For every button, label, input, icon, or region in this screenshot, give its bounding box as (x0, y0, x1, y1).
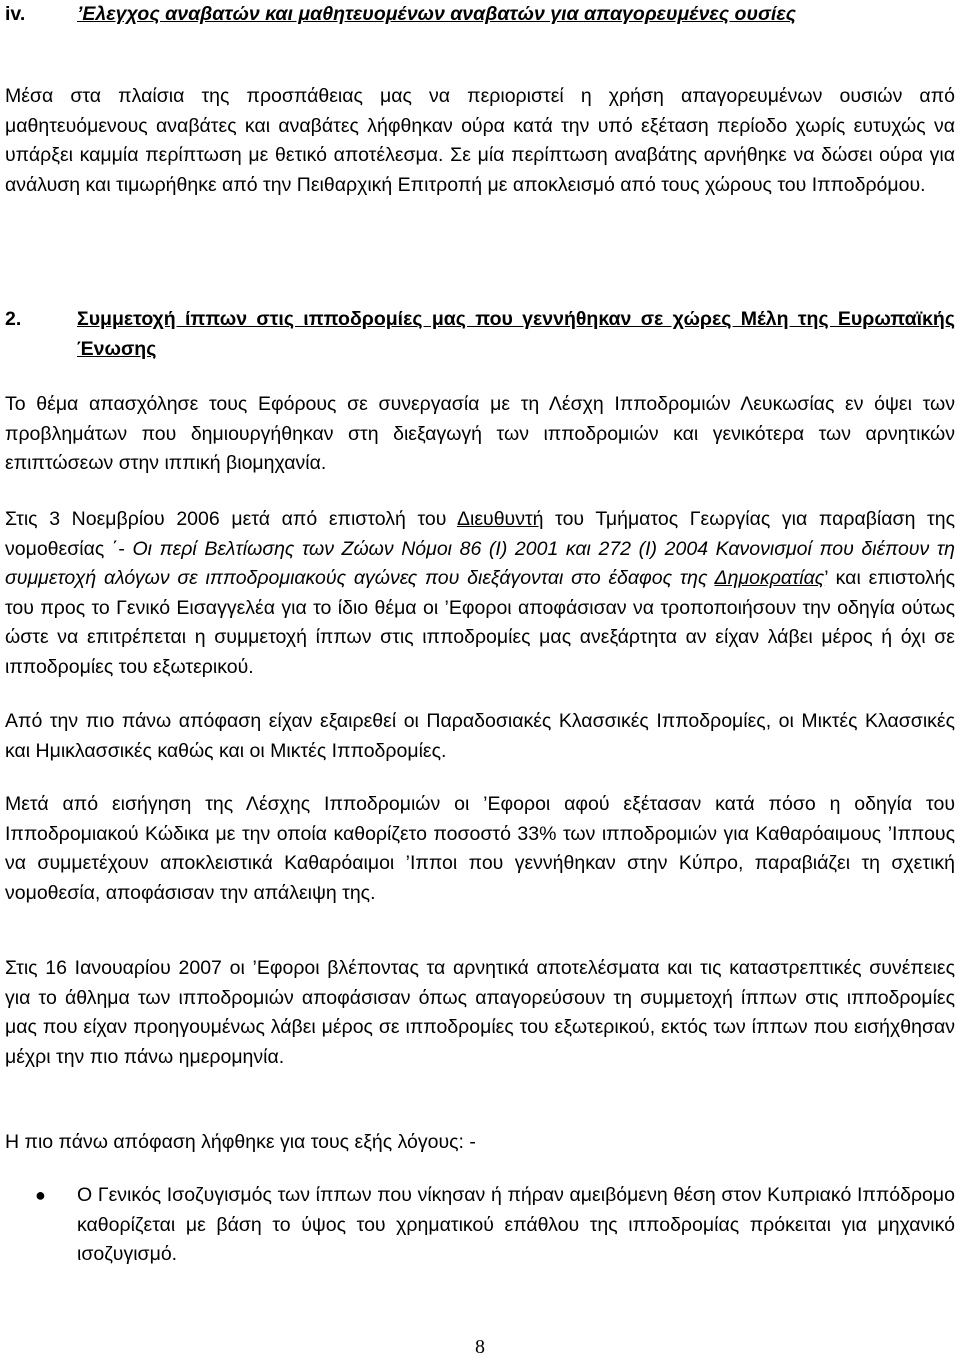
section-iv-title: ’Ελεγχος αναβατών και μαθητευομένων αναβατών για απαγορευμένες ουσίες (77, 3, 797, 25)
section-iv-paragraph: Μέσα στα πλαίσια της προσπάθειας μας να περιοριστεί η χρήση απαγορευμένων ουσιών από μαθητευόμενους αναβάτες και αναβάτες λήφθηκαν ούρα κατά την υπό εξέταση περίοδο χωρίς ευτυχώς να υπάρξει καμμία περίπτωση με θετικό αποτέλεσμα. Σε μία περίπτωση αναβάτης αρνήθηκε να δώσει ούρα για ανάλυση και τιμωρήθηκε από την Πειθαρχική Επιτροπή με αποκλεισμό από τους χώρους του Ιπποδρόμου. (5, 85, 955, 196)
section-2-paragraph-5: Στις 16 Ιανουαρίου 2007 οι ’Εφοροι βλέποντας τα αρνητικά αποτελέσματα και τις καταστρεπτικές συνέπειες για το άθλημα των ιπποδρομιών αποφάσισαν όπως απαγορεύσουν τη συμμετοχή ίππων στις ιπποδρομίες μας που είχαν προηγουμένως λάβει μέρος σε ιπποδρομίες του εξωτερικού, εκτός των ίππων που εισήχθησαν μέχρι την πιο πάνω ημερομηνία. (5, 957, 955, 1068)
page-number: 8 (475, 1336, 485, 1358)
section-2-title: Συμμετοχή ίππων στις ιπποδρομίες μας που γεννήθηκαν σε χώρες Μέλη της Ευρωπαϊκής Ένωσης (77, 308, 955, 360)
section-iv-heading (5, 0, 955, 30)
p2-end: ’ και επιστολής του προς το Γενικό Εισαγγελέα για το ίδιο θέμα οι ’Εφοροι αποφάσισαν να τροποποιήσουν την οδηγία ούτως ώστε να επιτρέπεται η συμμετοχή ίππων στις ιπποδρομίες μας ανεξάρτητα αν είχαν λάβει μέρος ή όχι σε ιπποδρομίες του εξωτερικού. (5, 567, 955, 678)
bullet-text: Ο Γενικός Ισοζυγισμός των ίππων που νίκησαν ή πήραν αμειβόμενη θέση στον Κυπριακό Ιππόδρομο καθορίζεται με βάση το ύψος του χρηματικού επάθλου της ιπποδρομίας πρόκειται για μηχανικό ισοζυγισμό. (77, 1184, 955, 1265)
section-2-paragraph-2 (5, 505, 955, 682)
p2-start: Στις 3 Νοεμβρίου 2006 μετά από επιστολή του (5, 508, 457, 530)
section-2-paragraph-1: Το θέμα απασχόλησε τους Εφόρους σε συνεργασία με τη Λέσχη Ιπποδρομιών Λευκωσίας εν όψει των προβλημάτων που δημιουργήθηκαν στη διεξαγωγή των ιπποδρομιών και γενικότερα των αρνητικών επιπτώσεων στην ιππική βιομηχανία. (5, 393, 955, 474)
p2-director: Διευθυντή (456, 508, 544, 530)
p2-mid: του Τμήματος Γεωργίας για παραβίαση της νομοθεσίας ΄- (5, 508, 956, 560)
p2-law-republic: Δημοκρατίας (714, 567, 825, 589)
section-2-heading (5, 305, 955, 364)
bullet-list-item (5, 1181, 955, 1270)
p2-law-title: Οι περί Βελτίωσης των Ζώων Νόμοι 86 (Ι) 2001 και 272 (Ι) 2004 Κανονισμοί που διέπουν τη συμμετοχή αλόγων σε ιπποδρομιακούς αγώνες που διεξάγονται στο έδαφος της (5, 537, 955, 589)
section-2-paragraph-3: Από την πιο πάνω απόφαση είχαν εξαιρεθεί οι Παραδοσιακές Κλασσικές Ιπποδρομίες, οι Μικτές Κλασσικές και Ημικλασσικές καθώς και οι Μικτές Ιπποδρομίες. (5, 710, 955, 762)
bullet-icon: ● (35, 1185, 46, 1205)
section-2-paragraph-6: Η πιο πάνω απόφαση λήφθηκε για τους εξής λόγους: - (5, 1131, 476, 1153)
section-2-paragraph-4: Μετά από εισήγηση της Λέσχης Ιπποδρομιών οι ’Εφοροι αφού εξέτασαν κατά πόσο η οδηγία του Ιπποδρομιακού Κώδικα με την οποία καθορίζετο ποσοστό 33% των ιπποδρομιών για Καθαρόαιμους ’Ιππους να συμμετέχουν αποκλειστικά Καθαρόαιμοι ’Ιπποι που γεννήθηκαν στην Κύπρο, παραβιάζει τη σχετική νομοθεσία, αποφάσισαν την απάλειψη της. (5, 793, 955, 904)
section-iv-number: iv. (5, 3, 26, 25)
section-2-number: 2. (5, 308, 22, 330)
